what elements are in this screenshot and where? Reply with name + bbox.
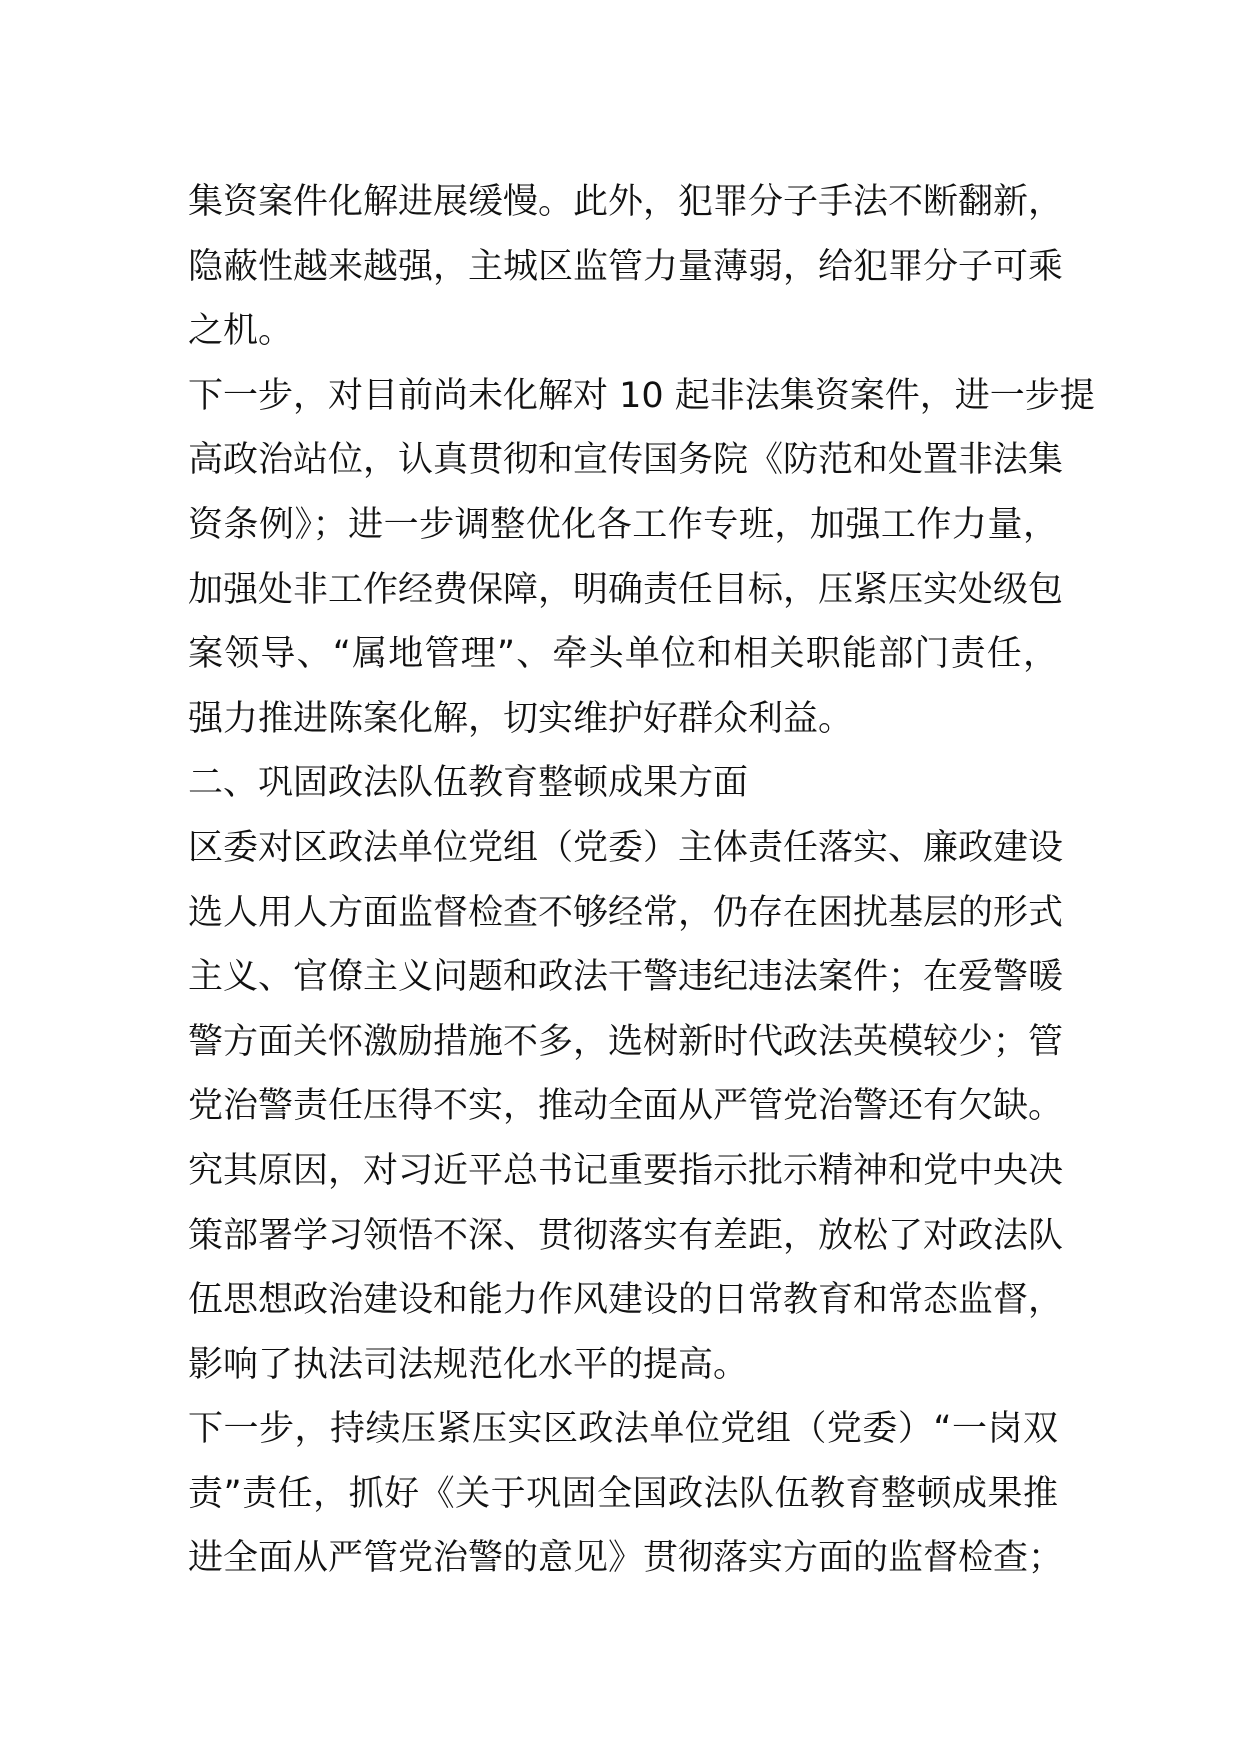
text-line: 资条例》；进一步调整优化各工作专班，加强工作力量， bbox=[188, 504, 1058, 545]
text-line: 高政治站位，认真贯彻和宣传国务院《防范和处置非法集 bbox=[188, 440, 1064, 481]
text-line: 集资案件化解进展缓慢。此外，犯罪分子手法不断翻新， bbox=[188, 182, 1064, 222]
text-line: 策部署学习领悟不深、贯彻落实有差距，放松了对政法队 bbox=[188, 1215, 1064, 1256]
text-line: 党治警责任压得不实，推动全面从严管党治警还有欠缺。 bbox=[188, 1086, 1064, 1127]
text-line: 隐蔽性越来越强，主城区监管力量薄弱，给犯罪分子可乘 bbox=[188, 246, 1064, 287]
text-line: 案领导、“属地管理”、牵头单位和相关职能部门责任， bbox=[188, 634, 1058, 675]
text-line: 下一步，对目前尚未化解对 10 起非法集资案件，进一步提 bbox=[188, 375, 1095, 416]
text-line: 下一步，持续压紧压实区政法单位党组（党委）“一岗双 bbox=[188, 1409, 1058, 1450]
text-line: 二、巩固政法队伍教育整顿成果方面 bbox=[188, 763, 749, 804]
text-line: 区委对区政法单位党组（党委）主体责任落实、廉政建设 bbox=[188, 827, 1064, 868]
text-line: 主义、官僚主义问题和政法干警违纪违法案件；在爱警暖 bbox=[188, 957, 1064, 998]
text-line: 强力推进陈案化解，切实维护好群众利益。 bbox=[188, 698, 854, 739]
text-line: 之机。 bbox=[188, 311, 294, 352]
text-line: 影响了执法司法规范化水平的提高。 bbox=[188, 1344, 749, 1385]
text-line: 警方面关怀激励措施不多，选树新时代政法英模较少；管 bbox=[188, 1021, 1064, 1062]
document-body bbox=[188, 170, 1095, 1591]
text-line: 选人用人方面监督检查不够经常，仍存在困扰基层的形式 bbox=[188, 892, 1064, 933]
text-line: 责”责任，抓好《关于巩固全国政法队伍教育整顿成果推 bbox=[188, 1473, 1058, 1514]
text-line: 加强处非工作经费保障，明确责任目标，压紧压实处级包 bbox=[188, 569, 1064, 610]
text-line: 进全面从严管党治警的意见》贯彻落实方面的监督检查； bbox=[188, 1538, 1064, 1579]
text-line: 伍思想政治建设和能力作风建设的日常教育和常态监督， bbox=[188, 1280, 1064, 1321]
text-line: 究其原因，对习近平总书记重要指示批示精神和党中央决 bbox=[188, 1150, 1064, 1191]
